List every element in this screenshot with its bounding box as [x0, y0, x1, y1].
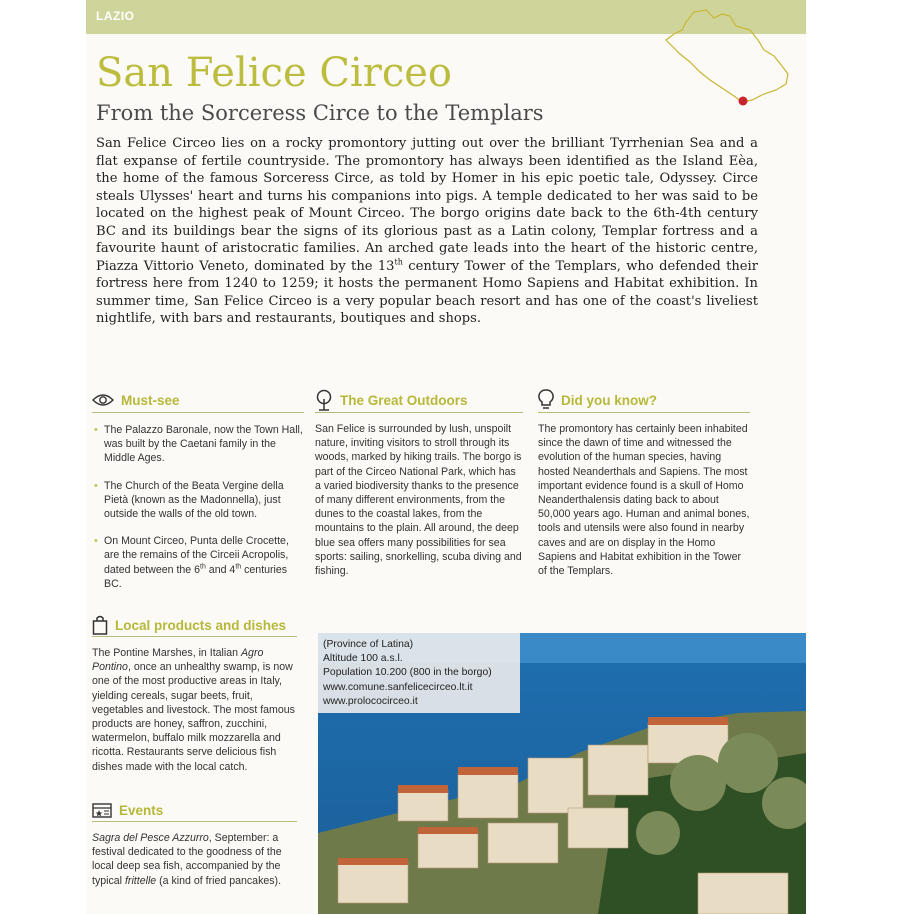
info-province: (Province of Latina): [323, 639, 414, 650]
eye-icon: [92, 393, 114, 407]
shopping-bag-icon: [92, 615, 108, 635]
events-title: Events: [119, 802, 164, 818]
calendar-star-icon: [92, 802, 112, 818]
location-marker: [739, 97, 748, 106]
intro-text-2: century Tower of the Templars, who defended their fortress here from 1240 to 1259; it hosts the permanent Homo Sapiens and Habitat exhibition. In summer time, San Felice Circeo is a very popular beach resort and has one of the coast's liveliest nightlife, with bars and restaurants, boutiques and shops.: [96, 258, 758, 326]
local-products-section: [92, 614, 297, 774]
outdoors-section: [315, 388, 523, 578]
page-subtitle: From the Sorceress Circe to the Templars: [96, 101, 544, 125]
must-see-title: Must-see: [121, 392, 180, 408]
did-you-know-section: [538, 388, 750, 578]
lazio-map: [626, 0, 806, 115]
events-heading: [92, 799, 297, 822]
page-title: San Felice Circeo: [96, 50, 453, 96]
must-see-section: [92, 388, 304, 604]
info-website-proloco[interactable]: www.prolococirceo.it: [323, 695, 418, 707]
did-you-know-heading: [538, 388, 750, 413]
info-population: Population 10.200 (800 in the borgo): [323, 667, 492, 679]
outdoors-heading: [315, 388, 523, 413]
list-item: • The Palazzo Baronale, now the Town Hall, was built by the Caetani family in the Middle Ages.: [94, 424, 303, 465]
intro-paragraph: [96, 135, 758, 328]
outdoors-text: San Felice is surrounded by lush, unspoilt nature, inviting visitors to stroll through its woods, marked by hiking trails. The borgo is part of the Circeo National Park, which has a varied biodiversity thanks to the presence of many different environments, from the dunes to the coastal lakes, from the mountains to the plain. All around, the deep blue sea offers many possibilities for sea sports: sailing, snorkelling, scuba diving and fishing.: [315, 423, 522, 578]
outdoors-title: The Great Outdoors: [340, 392, 468, 408]
lightbulb-icon: [538, 389, 554, 411]
did-you-know-text: The promontory has certainly been inhabited since the dawn of time and witnessed the evolution of the human species, having hosted Neanderthals and Sapiens. The most important evidence found is a skull of Homo Neanderthalensis dating back to about 50,000 years ago. Human and animal bones, tools and utensils were also found in nearby caves and are on display in the Homo Sapiens and Habitat exhibition in the Tower of the Templars.: [538, 423, 750, 578]
region-label: LAZIO: [96, 9, 135, 23]
page: [86, 0, 806, 914]
local-products-text: The Pontine Marshes, in Italian Agro Pontino, once an unhealthy swamp, is now one of the most productive areas in Italy, yielding cereals, sugar beets, fruit, vegetables and livestock. The most famous products are honey, saffron, zucchini, watermelon, buffalo milk mozzarella and ricotta. Restaurants serve delicious fish dishes made with the local catch.: [92, 647, 295, 773]
did-you-know-title: Did you know?: [561, 392, 657, 408]
local-products-heading: [92, 614, 297, 637]
events-section: [92, 799, 297, 888]
local-products-title: Local products and dishes: [115, 617, 287, 633]
info-box: [318, 633, 520, 713]
must-see-heading: [92, 388, 304, 413]
info-website-comune[interactable]: www.comune.sanfelicecirceo.lt.it: [323, 681, 473, 693]
intro-text-1: San Felice Circeo lies on a rocky promontory jutting out over the brilliant Tyrrhenian Sea and a flat expanse of fertile countryside. The promontory has always been identified as the Island Eèa, the home of the famous Sorceress Circe, as told by Homer in his epic poetic tale, Odyssey. Circe steals Ulysses' heart and turns his companions into pigs. A temple dedicated to her was said to be located on the highest peak of Mount Circeo. The borgo origins date back to the 6th-4th century BC and its buildings bear the signs of its glorious past as a Latin colony, Templar fortress and a favourite haunt of aristocratic families. An arched gate leads into the heart of the historic centre, Piazza Vittorio Veneto, dominated by the 13: [96, 136, 758, 274]
tree-icon: [315, 389, 333, 411]
info-altitude: Altitude 100 a.s.l.: [323, 653, 403, 665]
must-see-list: [92, 423, 304, 591]
list-item: • On Mount Circeo, Punta delle Crocette, are the remains of the Circeii Acropolis, dated between the 6th and 4th centuries BC.: [94, 535, 289, 590]
intro-sup: th: [394, 257, 403, 267]
list-item: • The Church of the Beata Vergine della Pietà (known as the Madonnella), just outside the walls of the old town.: [94, 479, 284, 521]
events-text: Sagra del Pesce Azzurro, September: a festival dedicated to the goodness of the local deep sea fish, accompanied by the typical frittelle (a kind of fried pancakes).: [92, 832, 282, 887]
